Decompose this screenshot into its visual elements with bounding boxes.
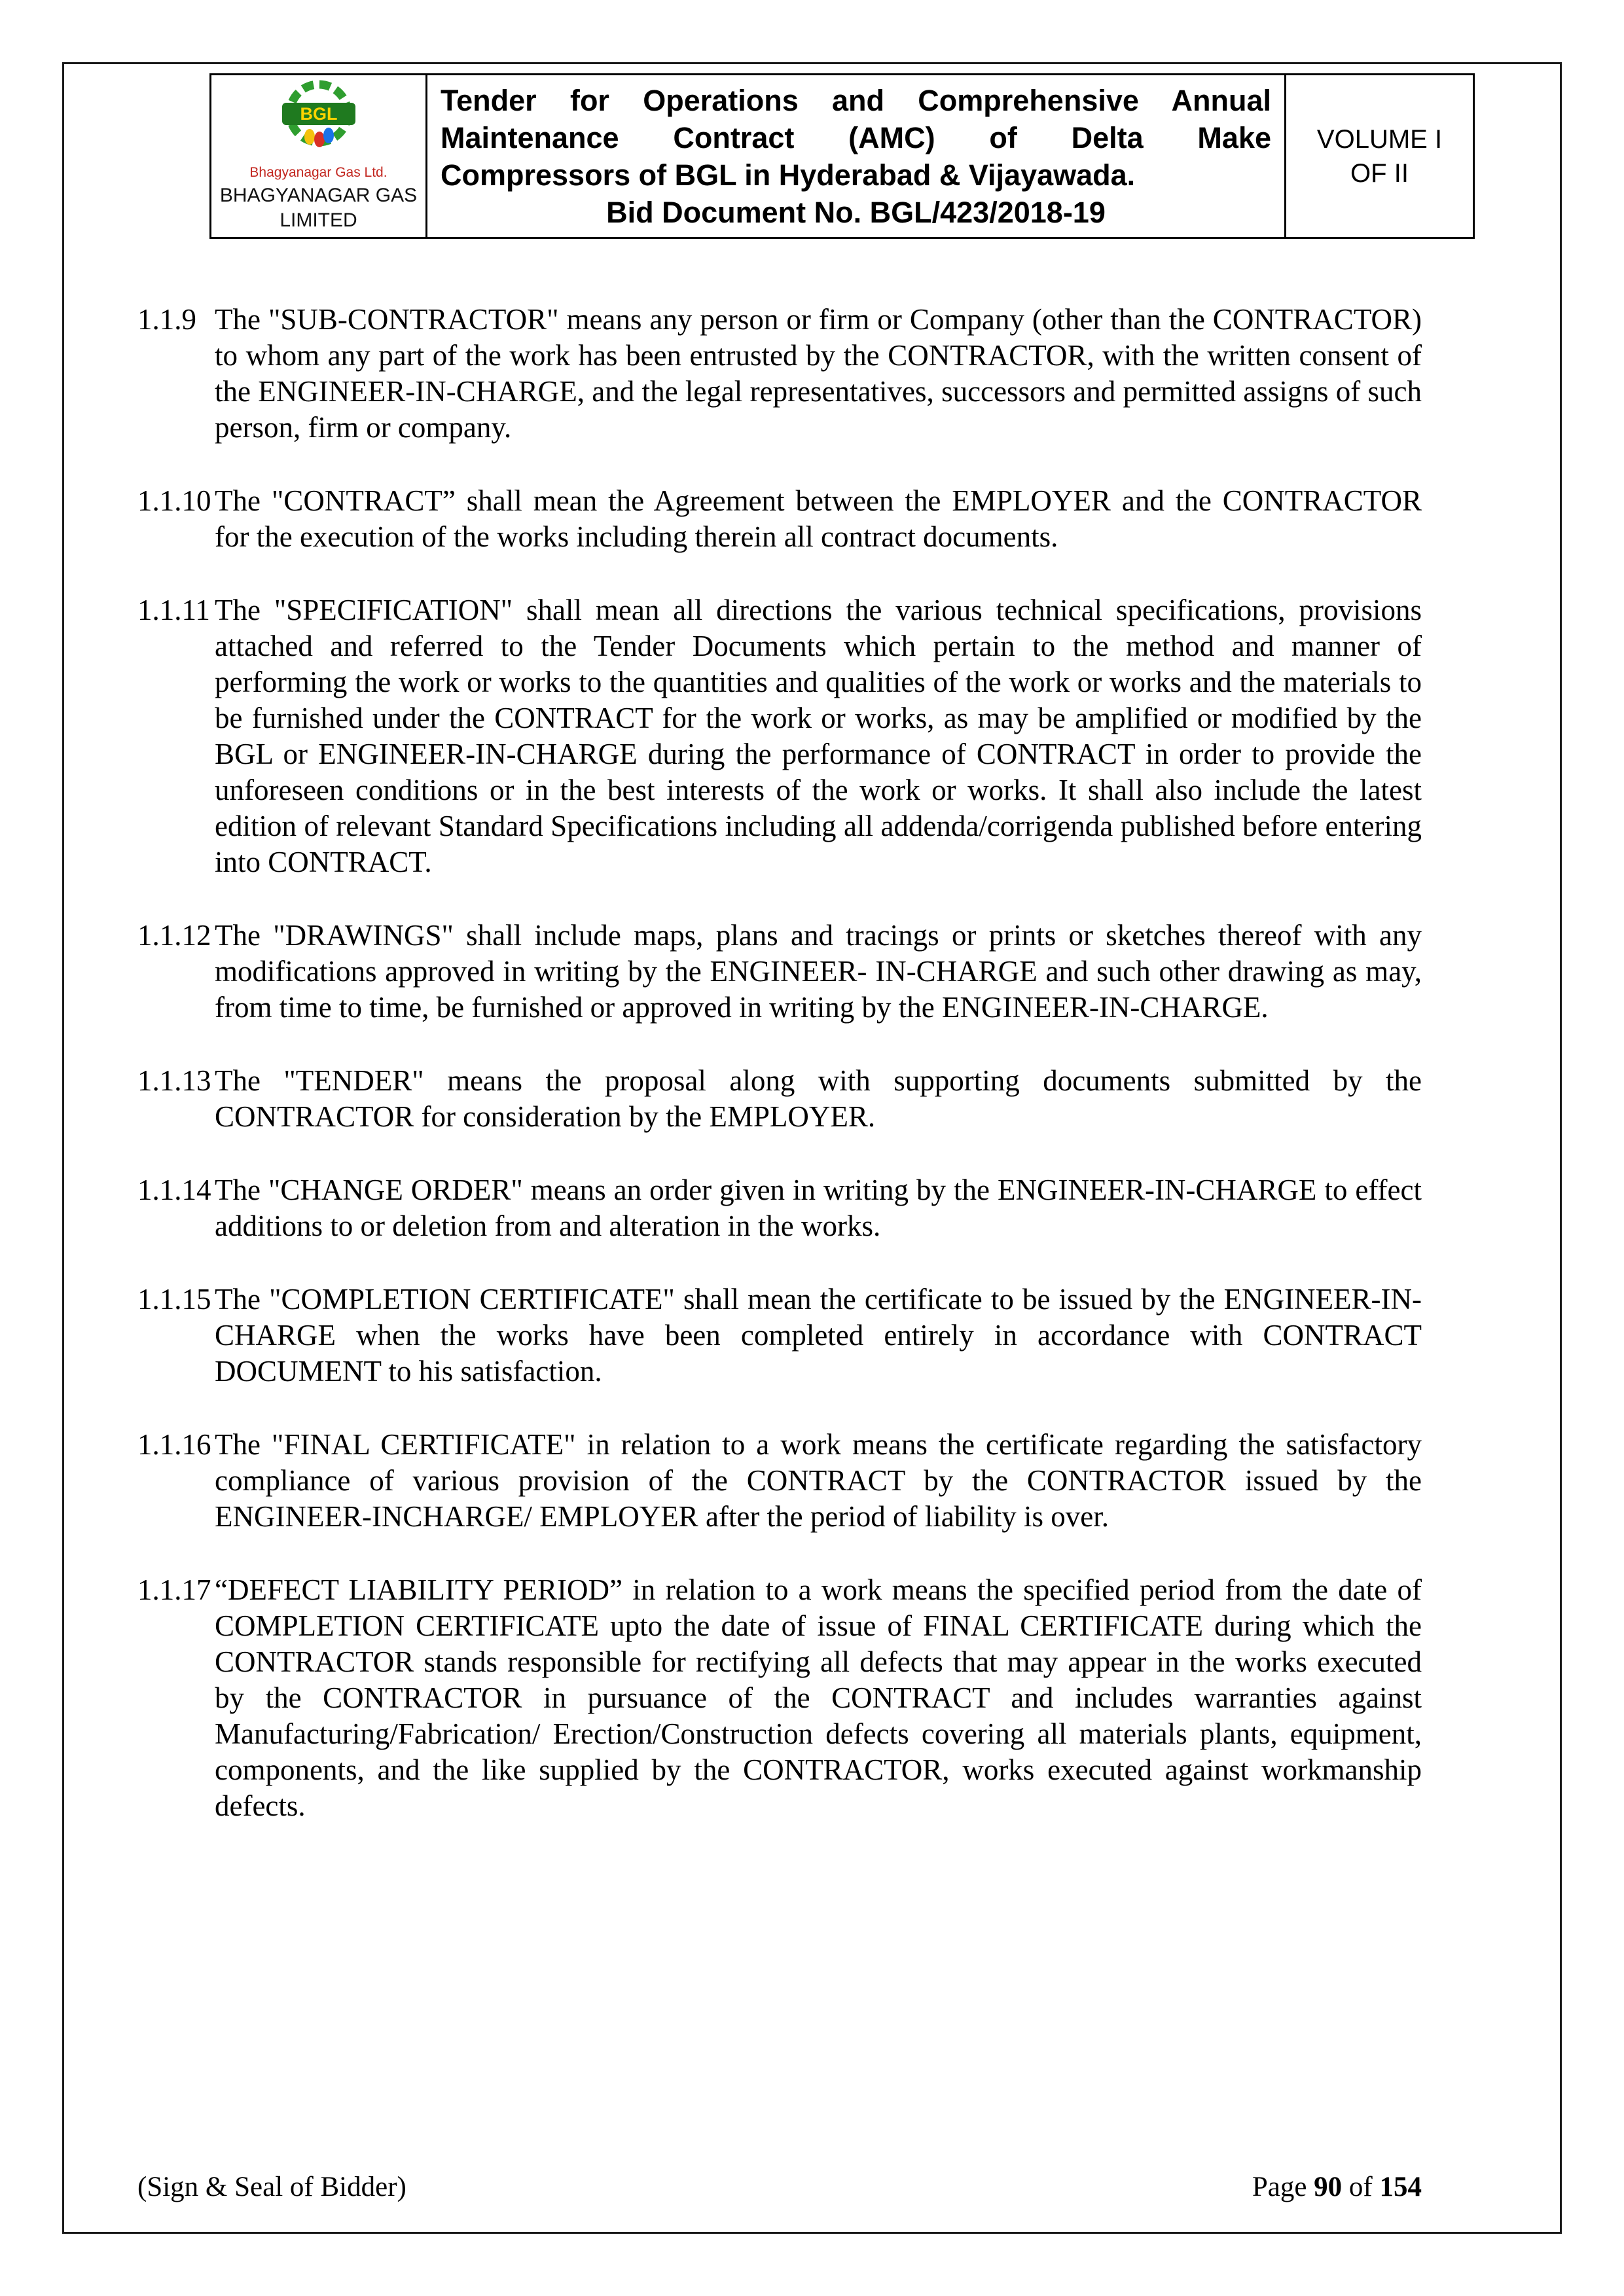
volume-line-2: OF II: [1350, 158, 1409, 188]
clause-1-1-13: [137, 1063, 1422, 1135]
title-line-1: Tender for Operations and Comprehensive Annual: [441, 83, 1271, 117]
clause-text: The "SUB-CONTRACTOR" means any person or firm or Company (other than the CONTRACTOR) to whom any part of the work has been entrusted by the CONTRACTOR, with the written consent of the ENGINEER-IN-CHARGE, and the legal representatives, successors and permitted assigns of such person, firm or company.: [215, 303, 1422, 444]
logo-cell: [211, 75, 427, 238]
page-border-frame: [62, 62, 1562, 2234]
bid-document-number: Bid Document No. BGL/423/2018-19: [606, 195, 1106, 229]
clause-1-1-14: [137, 1172, 1422, 1244]
page-number-indicator: [1252, 2170, 1422, 2204]
volume-line-1: VOLUME I: [1316, 124, 1443, 154]
clause-number: 1.1.10: [137, 484, 211, 517]
company-logo-icon: [260, 79, 378, 163]
clause-text: The "DRAWINGS" shall include maps, plans and tracings or prints or sketches thereof with any modifications approved in writing by the ENGINEER- IN-CHARGE and such other drawing as may, from time to time, be furnished or approved in writing by the ENGINEER-IN-CHARGE.: [215, 919, 1422, 1024]
page-footer: [137, 2170, 1422, 2204]
company-name-line2: LIMITED: [280, 209, 357, 231]
clause-1-1-17: [137, 1572, 1422, 1824]
clause-number: 1.1.15: [137, 1283, 211, 1316]
logo-caption: Bhagyanagar Gas Ltd.: [249, 165, 388, 180]
clause-text: The "CONTRACT” shall mean the Agreement between the EMPLOYER and the CONTRACTOR for the execution of the works including therein all contract documents.: [215, 484, 1422, 553]
clause-1-1-11: [137, 592, 1422, 880]
title-cell: [427, 75, 1286, 238]
company-name-line1: BHAGYANAGAR GAS: [219, 185, 418, 206]
logo-acronym: BGL: [300, 104, 337, 124]
clause-1-1-15: [137, 1282, 1422, 1390]
clause-number: 1.1.17: [137, 1573, 211, 1606]
clause-number: 1.1.13: [137, 1064, 211, 1097]
clause-1-1-10: [137, 483, 1422, 555]
of-word: of: [1348, 2172, 1373, 2202]
clause-number: 1.1.14: [137, 1174, 211, 1206]
clause-text: The "CHANGE ORDER" means an order given in writing by the ENGINEER-IN-CHARGE to effect additions to or deletion from and alteration in the works.: [215, 1174, 1422, 1242]
clause-text: The "SPECIFICATION" shall mean all directions the various technical specifications, provisions attached and referred to the Tender Documents which pertain to the method and manner of performing the work or works to the quantities and qualities of the work or works and the materials to be furnished under the CONTRACT for the work or works, as may be amplified or modified by the BGL or ENGINEER-IN-CHARGE during the performance of CONTRACT in order to provide the unforeseen conditions or in the best interests of the work or works. It shall also include the latest edition of relevant Standard Specifications including all addenda/corrigenda published before entering into CONTRACT.: [215, 594, 1422, 878]
title-line-2: Maintenance Contract (AMC) of Delta Make: [441, 120, 1271, 154]
clause-text: “DEFECT LIABILITY PERIOD” in relation to a work means the specified period from the date of COMPLETION CERTIFICATE upto the date of issue of FINAL CERTIFICATE during which the CONTRACTOR stands responsible for rectifying all defects that may appear in the works executed by the CONTRACTOR in pursuance of the CONTRACT and includes warranties against Manufacturing/Fabrication/ Erection/Construction defects covering all materials plants, equipment, components, and the like supplied by the CONTRACTOR, works executed against workmanship defects.: [215, 1573, 1422, 1822]
page-current: 90: [1314, 2172, 1343, 2202]
clause-text: The "COMPLETION CERTIFICATE" shall mean the certificate to be issued by the ENGINEER-IN-CHARGE when the works have been completed entirely in accordance with CONTRACT DOCUMENT to his satisfaction.: [215, 1283, 1422, 1388]
clause-text: The "FINAL CERTIFICATE" in relation to a work means the certificate regarding the satisfactory compliance of various provision of the CONTRACT by the CONTRACTOR issued by the ENGINEER-INCHARGE/ EMPLOYER after the period of liability is over.: [215, 1428, 1422, 1533]
clause-1-1-9: [137, 302, 1422, 446]
header-table: [209, 73, 1475, 239]
clause-number: 1.1.12: [137, 919, 211, 952]
page-total: 154: [1379, 2172, 1422, 2202]
clause-1-1-12: [137, 918, 1422, 1026]
page-word: Page: [1252, 2172, 1307, 2202]
clause-number: 1.1.11: [137, 594, 210, 626]
title-line-3: Compressors of BGL in Hyderabad & Vijayawada.: [441, 158, 1136, 192]
clause-1-1-16: [137, 1427, 1422, 1535]
clauses-section: [137, 302, 1422, 1824]
volume-cell: [1286, 75, 1474, 238]
document-title: [441, 82, 1271, 231]
company-name: [214, 183, 423, 233]
clause-number: 1.1.9: [137, 303, 196, 336]
sign-seal-note: (Sign & Seal of Bidder): [137, 2172, 406, 2202]
clause-text: The "TENDER" means the proposal along with supporting documents submitted by the CONTRACTOR for consideration by the EMPLOYER.: [215, 1064, 1422, 1133]
clause-number: 1.1.16: [137, 1428, 211, 1461]
